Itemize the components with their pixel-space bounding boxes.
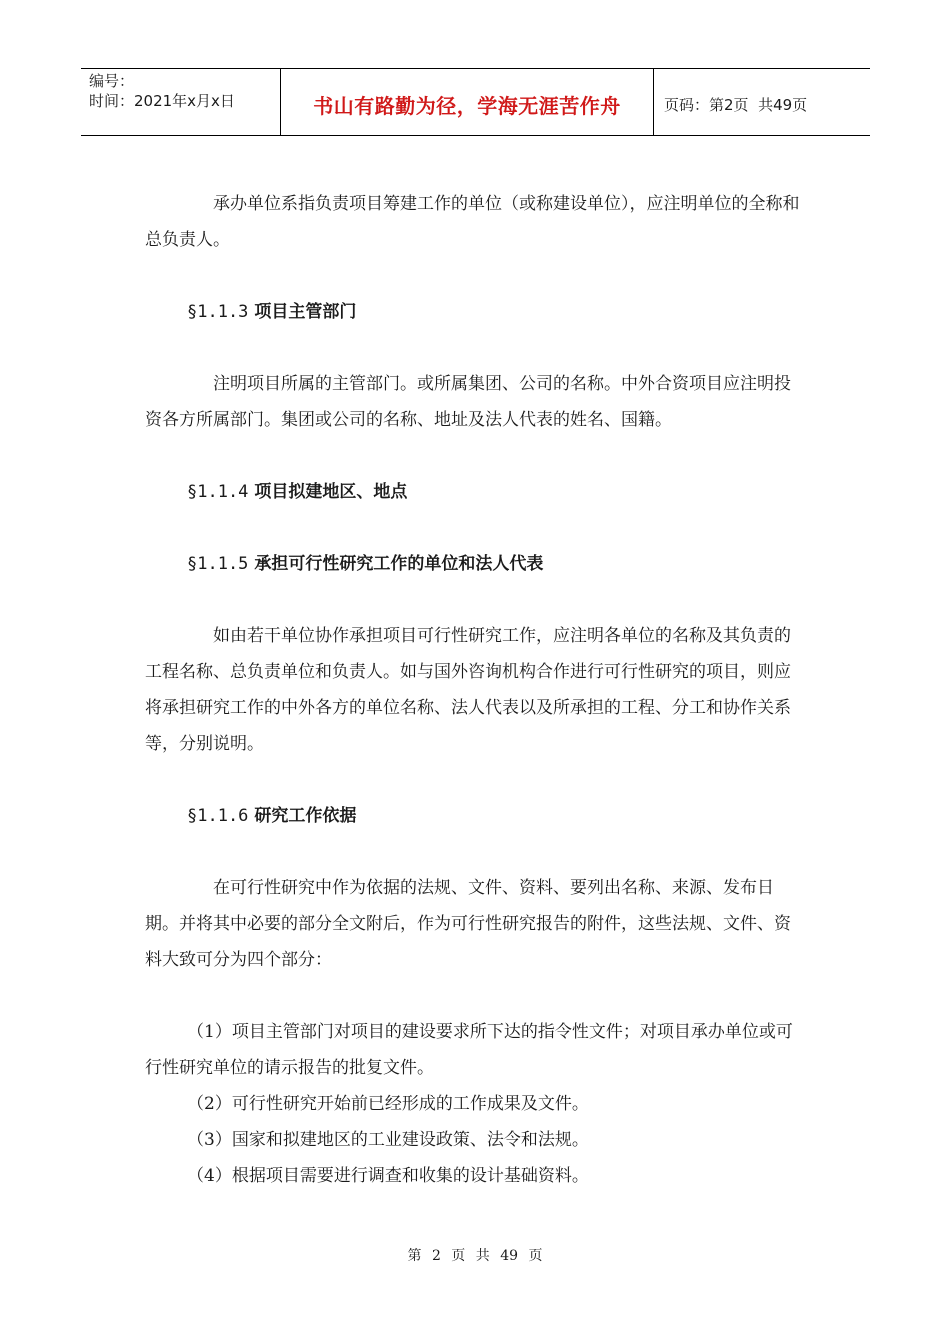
section-heading-1-1-5 (145, 546, 805, 582)
document-header (81, 68, 870, 136)
section-title: 承担可行性研究工作的单位和法人代表 (254, 554, 544, 574)
spacer (145, 258, 805, 294)
list-item: （2）可行性研究开始前已经形成的工作成果及文件。 (187, 1094, 589, 1114)
section-heading-1-1-3 (145, 294, 805, 330)
spacer (145, 330, 805, 366)
section-title: 研究工作依据 (254, 806, 357, 826)
section-number: §1.1.3 (187, 302, 249, 322)
header-page-cell (654, 69, 870, 135)
spacer (145, 834, 805, 870)
section-heading-1-1-6 (145, 798, 805, 834)
section-title: 项目主管部门 (254, 302, 357, 322)
time-label: 时间：2021年x月x日 (89, 92, 235, 110)
section-number: §1.1.5 (187, 554, 249, 574)
spacer (145, 438, 805, 474)
paragraph-authority: 注明项目所属的主管部门。或所属集团、公司的名称。中外合资项目应注明投资各方所属部门。集团或公司的名称、地址及法人代表的姓名、国籍。 (145, 374, 791, 430)
paragraph-research-basis: 在可行性研究中作为依据的法规、文件、资料、要列出名称、来源、发布日期。并将其中必要的部分全文附后，作为可行性研究报告的附件，这些法规、文件、资料大致可分为四个部分： (145, 878, 791, 970)
page-footer: 第 2 页 共 49 页 (407, 1248, 543, 1264)
number-label: 编号： (89, 72, 135, 90)
paragraph-research-units: 如由若干单位协作承担项目可行性研究工作，应注明各单位的名称及其负责的工程名称、总负责单位和负责人。如与国外咨询机构合作进行可行性研究的项目，则应将承担研究工作的中外各方的单位名称、法人代表以及所承担的工程、分工和协作关系等，分别说明。 (145, 626, 791, 754)
section-number: §1.1.6 (187, 806, 249, 826)
paragraph-undertaking-unit: 承办单位系指负责项目筹建工作的单位（或称建设单位），应注明单位的全称和总负责人。 (145, 194, 800, 250)
spacer (145, 762, 805, 798)
header-motto-cell (281, 69, 654, 135)
motto-text: 书山有路勤为径，学海无涯苦作舟 (313, 93, 621, 118)
spacer (145, 978, 805, 1014)
section-number: §1.1.4 (187, 482, 249, 502)
document-body (145, 186, 805, 1194)
spacer (145, 510, 805, 546)
spacer (145, 582, 805, 618)
section-title: 项目拟建地区、地点 (254, 482, 408, 502)
section-heading-1-1-4 (145, 474, 805, 510)
list-item: （4）根据项目需要进行调查和收集的设计基础资料。 (187, 1166, 589, 1186)
list-item: （3）国家和拟建地区的工业建设政策、法令和法规。 (187, 1130, 589, 1150)
header-meta-cell (81, 69, 281, 135)
list-item: （1）项目主管部门对项目的建设要求所下达的指令性文件；对项目承办单位或可行性研究单位的请示报告的批复文件。 (145, 1022, 793, 1078)
page-info: 页码：第2页 共49页 (664, 95, 808, 114)
